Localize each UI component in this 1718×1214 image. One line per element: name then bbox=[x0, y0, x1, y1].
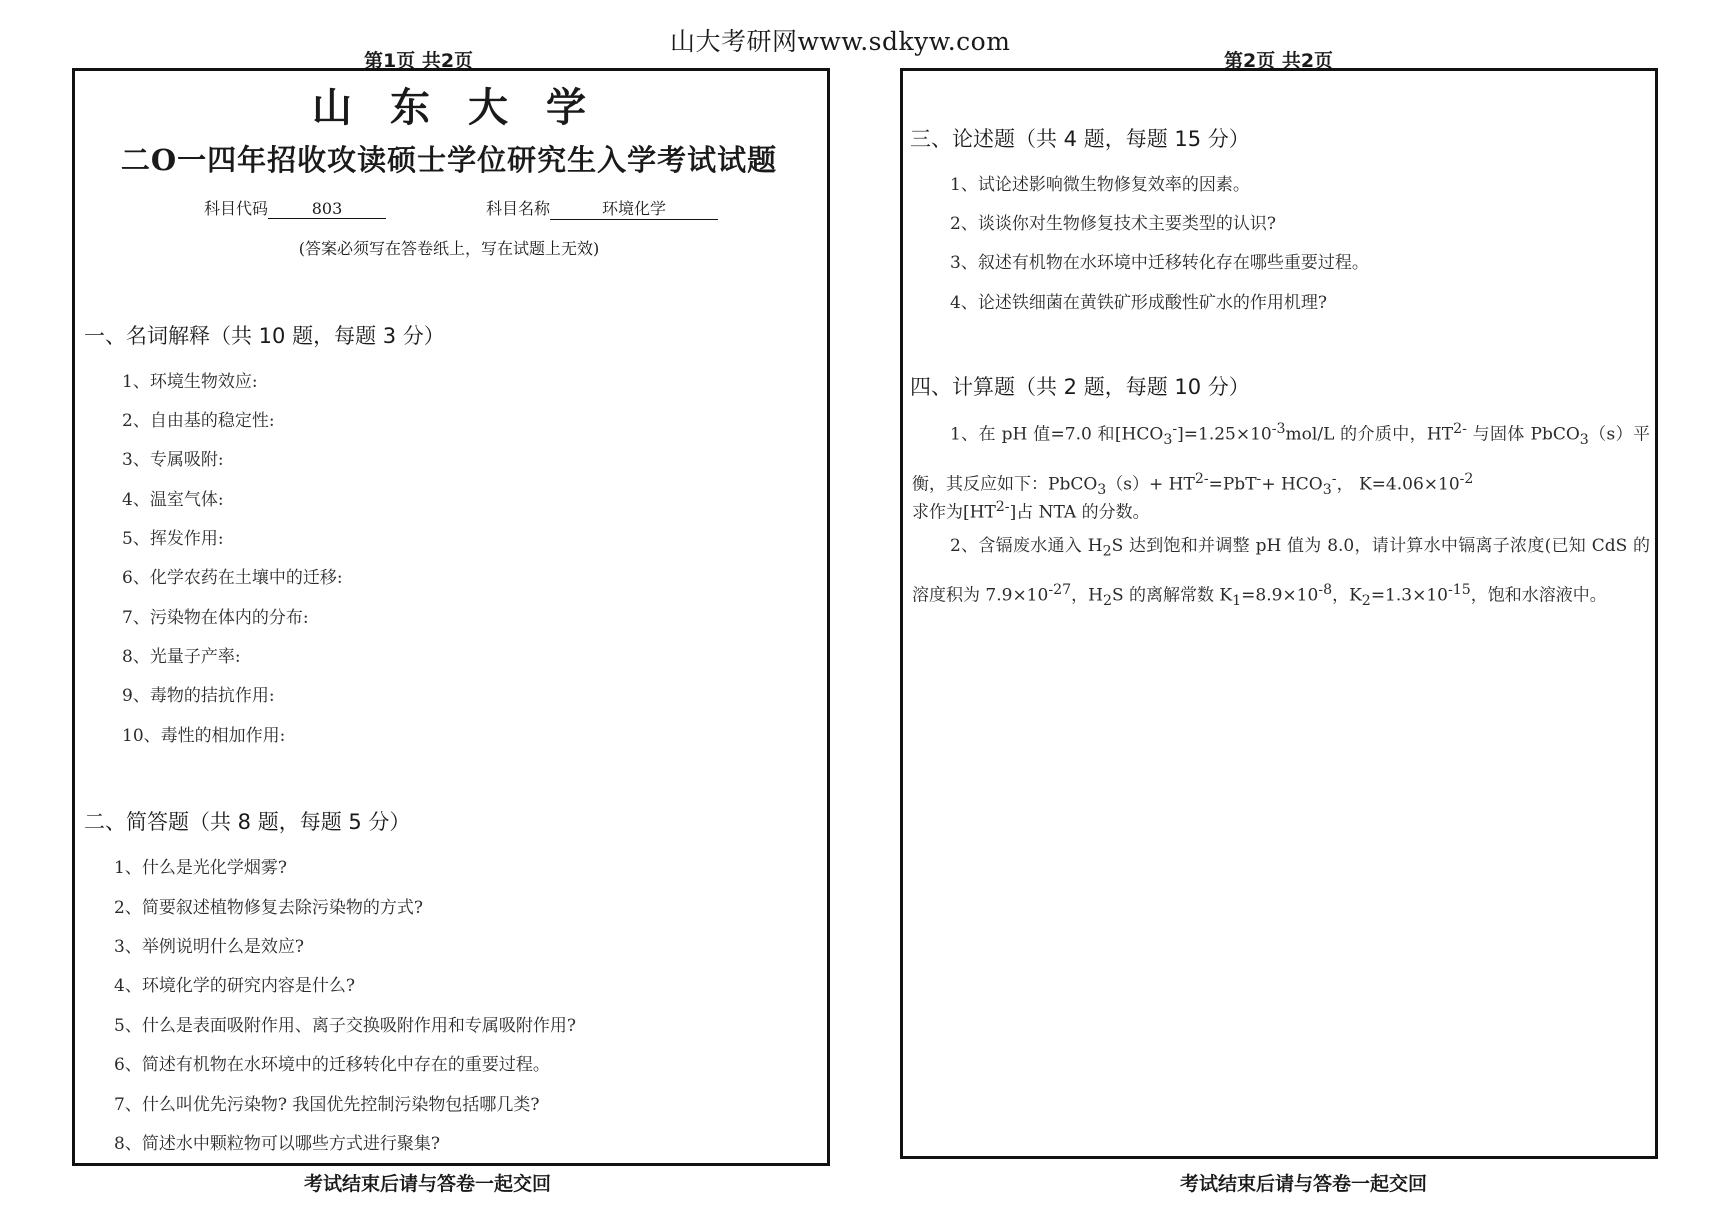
section2-item: 7、什么叫优先污染物? 我国优先控制污染物包括哪几类? bbox=[114, 1095, 540, 1115]
q1-text: （s）+ HT bbox=[1106, 474, 1195, 495]
q1-sub: 3 bbox=[1163, 432, 1173, 449]
section2-item: 5、什么是表面吸附作用、离子交换吸附作用和专属吸附作用? bbox=[114, 1016, 576, 1036]
q2-text: =8.9×10 bbox=[1241, 586, 1319, 607]
answer-note: (答案必须写在答卷纸上，写在试题上无效) bbox=[298, 239, 600, 258]
q1-sup: - bbox=[1331, 471, 1337, 488]
section2-item: 3、举例说明什么是效应? bbox=[114, 937, 304, 957]
section3-item: 3、叙述有机物在水环境中迁移转化存在哪些重要过程。 bbox=[950, 253, 1369, 273]
watermark-text: 山大考研网www.sdkyw.com bbox=[670, 27, 1011, 56]
section1-item: 9、毒物的拮抗作用: bbox=[122, 686, 275, 706]
page1-footer: 考试结束后请与答卷一起交回 bbox=[304, 1173, 552, 1195]
subject-name-label: 科目名称 bbox=[486, 199, 551, 218]
section2-item: 6、简述有机物在水环境中的迁移转化中存在的重要过程。 bbox=[114, 1055, 550, 1075]
section1-item: 6、化学农药在土壤中的迁移: bbox=[122, 568, 343, 588]
q1-sup: 2- bbox=[1453, 421, 1467, 437]
q1-sub: 3 bbox=[1097, 482, 1107, 499]
section2-item: 1、什么是光化学烟雾? bbox=[114, 858, 287, 878]
section1-item: 8、光量子产率: bbox=[122, 647, 241, 667]
section4-question-1-ask bbox=[912, 488, 1650, 533]
section3-item: 4、论述铁细菌在黄铁矿形成酸性矿水的作用机理? bbox=[950, 293, 1327, 313]
q2-sub: 2 bbox=[1361, 593, 1371, 610]
q2-text: ，饱和水溶液中。 bbox=[1470, 586, 1607, 607]
q2-sup: -27 bbox=[1048, 582, 1072, 599]
section2-title: 二、简答题（共 8 题，每题 5 分） bbox=[84, 810, 411, 834]
q1-text: ]=1.25×10 bbox=[1177, 424, 1272, 445]
section3-title: 三、论述题（共 4 题，每题 15 分） bbox=[910, 127, 1250, 151]
section2-item: 2、简要叙述植物修复去除污染物的方式? bbox=[114, 898, 423, 918]
subject-code-label: 科目代码 bbox=[204, 199, 269, 218]
q1-sub: 3 bbox=[1322, 482, 1332, 499]
q1-text: ， K=4.06×10 bbox=[1336, 474, 1460, 495]
section4-question-2 bbox=[912, 527, 1650, 621]
section1-item: 10、毒性的相加作用: bbox=[122, 726, 286, 746]
page2-number: 第2页 共2页 bbox=[1224, 50, 1334, 72]
subject-name-value: 环境化学 bbox=[550, 196, 718, 220]
q2-text: 2、含镉废水通入 H bbox=[950, 536, 1103, 556]
section1-title: 一、名词解释（共 10 题，每题 3 分） bbox=[84, 324, 445, 348]
q1-sup: 2- bbox=[1194, 471, 1209, 488]
q2-text: ，H bbox=[1071, 586, 1103, 607]
section3-item: 1、试论述影响微生物修复效率的因素。 bbox=[950, 175, 1250, 195]
q1-sup: - bbox=[1172, 421, 1178, 437]
page2-footer: 考试结束后请与答卷一起交回 bbox=[1180, 1173, 1428, 1195]
q2-text: S 的离解常数 K bbox=[1111, 586, 1233, 607]
section1-item: 5、挥发作用: bbox=[122, 529, 224, 549]
section1-item: 3、专属吸附: bbox=[122, 450, 224, 470]
q1-sup: -3 bbox=[1271, 421, 1286, 437]
q1-text: ]占 NTA 的分数。 bbox=[1009, 502, 1150, 523]
q2-text: =1.3×10 bbox=[1370, 586, 1448, 607]
subject-name bbox=[486, 196, 718, 220]
q1-text: 1、在 pH 值=7.0 和[HCO bbox=[950, 424, 1164, 445]
section3-item: 2、谈谈你对生物修复技术主要类型的认识? bbox=[950, 214, 1276, 234]
q2-text: S 达到饱和并调整 pH 值为 8.0，请计算水中镉离子浓度(已知 CdS 的溶度积为 7.9×10 bbox=[912, 536, 1650, 607]
q1-sub: 3 bbox=[1579, 432, 1589, 449]
section1-item: 1、环境生物效应: bbox=[122, 372, 258, 392]
q1-sup: - bbox=[1256, 471, 1262, 488]
page1-number: 第1页 共2页 bbox=[364, 50, 474, 72]
section1-item: 7、污染物在体内的分布: bbox=[122, 608, 309, 628]
q1-text: 与固体 PbCO bbox=[1466, 424, 1580, 445]
q1-text: =PbT bbox=[1208, 474, 1257, 495]
q1-sup: -2 bbox=[1459, 471, 1474, 488]
q2-sub: 1 bbox=[1232, 593, 1242, 610]
q2-sup: -8 bbox=[1318, 582, 1333, 599]
q1-text: 求作为[HT bbox=[912, 502, 996, 523]
section1-item: 2、自由基的稳定性: bbox=[122, 411, 275, 431]
q2-sup: -15 bbox=[1447, 582, 1471, 599]
q2-sub: 2 bbox=[1102, 543, 1112, 560]
q2-sub: 2 bbox=[1102, 593, 1112, 610]
q2-text: ，K bbox=[1332, 586, 1362, 607]
section1-item: 4、温室气体: bbox=[122, 490, 224, 510]
section4-title: 四、计算题（共 2 题，每题 10 分） bbox=[910, 375, 1250, 399]
exam-title: 二O一四年招收攻读硕士学位研究生入学考试试题 bbox=[120, 143, 778, 177]
q1-text: （s）平衡，其反应如下：PbCO bbox=[912, 424, 1650, 495]
subject-code-value: 803 bbox=[268, 199, 386, 219]
subject-code bbox=[204, 196, 386, 219]
q1-text: mol/L 的介质中，HT bbox=[1285, 424, 1454, 445]
section2-item: 8、简述水中颗粒物可以哪些方式进行聚集? bbox=[114, 1134, 440, 1154]
q1-sup: 2- bbox=[995, 499, 1010, 515]
university-name: 山东大学 bbox=[312, 84, 624, 131]
section2-item: 4、环境化学的研究内容是什么? bbox=[114, 976, 355, 996]
q1-text: + HCO bbox=[1261, 474, 1323, 495]
